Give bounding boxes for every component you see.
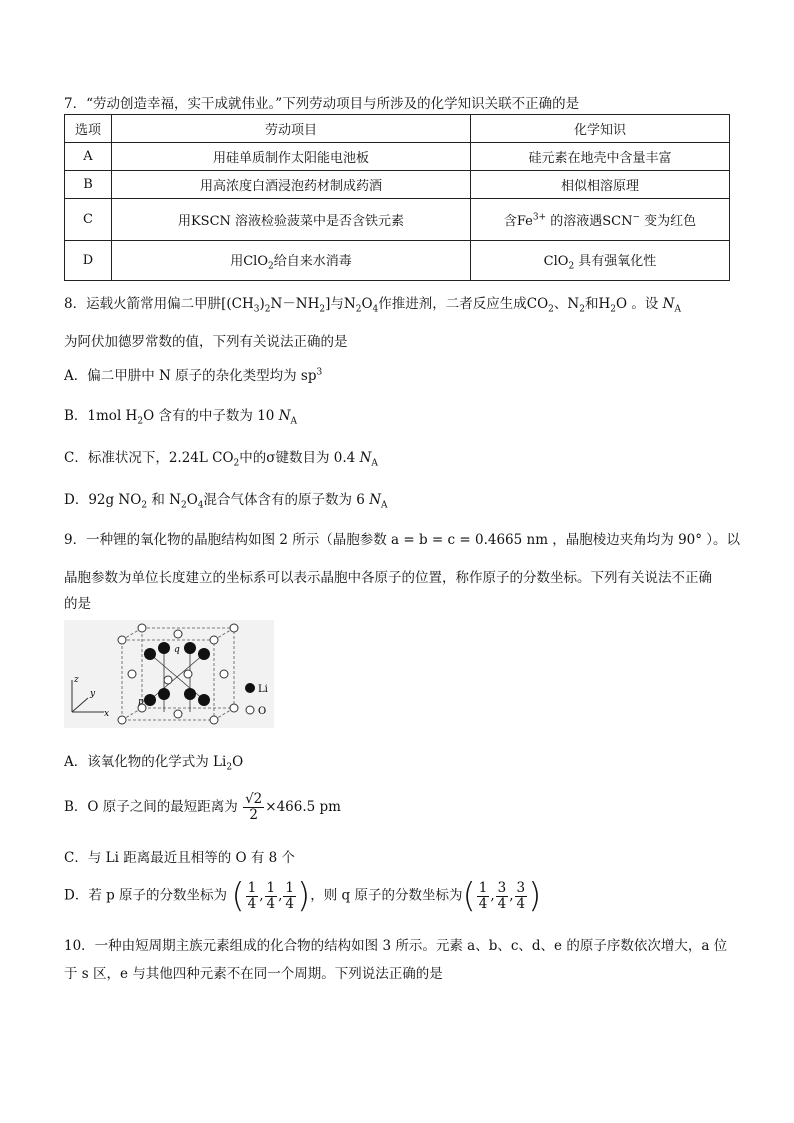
fraction-sqrt2-over-2: $\frac{√2}{2}$ (245, 791, 263, 823)
table-row (65, 199, 730, 241)
q10-stem-line1: 10．一种由短周期主族元素组成的化合物的结构如图 3 所示。元素 a、b、c、d、e 的原子序数依次增大，a 位 (64, 938, 728, 954)
crystal-cell-diagram (64, 620, 274, 728)
q8-option-d: D．92g $NO_2$ 和 $N_2O_4$混合气体含有的原子数为 6 $N_A$ (64, 492, 388, 511)
table-row (65, 171, 730, 199)
row-activity: 用ClO$_2$给自来水消毒 (112, 241, 471, 281)
legend-li-marker (245, 683, 255, 693)
crystal-structure-figure (64, 620, 274, 728)
row-activity: 用硅单质制作太阳能电池板 (112, 143, 471, 171)
q9-option-a: A．该氧化物的化学式为 $Li_2O$ (64, 754, 244, 773)
q8-option-a: A．偏二甲肼中 N 原子的杂化类型均为 $sp^3$ (64, 367, 323, 384)
legend-li-label: Li (258, 684, 268, 695)
row-knowledge: ClO$_2$ 具有强氧化性 (471, 241, 730, 281)
table-header-row (65, 115, 730, 143)
q8-stem-line2: 为阿伏加德罗常数的值，下列有关说法正确的是 (64, 334, 348, 350)
row-knowledge: 硅元素在地壳中含量丰富 (471, 143, 730, 171)
q9-option-b: B．O 原子之间的最短距离为 $\frac{√2}{2}$ ×466.5 pm (64, 791, 341, 823)
row-option: A (65, 143, 112, 171)
label-p: p (138, 697, 144, 707)
row-knowledge: 相似相溶原理 (471, 171, 730, 199)
row-option: C (65, 199, 112, 241)
q7-table (64, 114, 730, 281)
row-knowledge: 含$Fe^{3+}$ 的溶液遇SCN− 变为红色 (471, 199, 730, 241)
q9-stem-line1: 9．一种锂的氧化物的晶胞结构如图 2 所示（晶胞参数 a = b = c = 0.4665 nm ，晶胞棱边夹角均为 90° ）。以 (64, 532, 741, 548)
q8-stem: 8．运载火箭常用偏二甲肼$[(CH_3)_2N-NH_2]$与$N_2O_4$作推进剂，二者反应生成$CO_2$、$N_2$和$H_2O$ 。设 $N_A$ (64, 296, 681, 315)
table-row (65, 241, 730, 281)
row-activity: 用高浓度白酒浸泡药材制成药酒 (112, 171, 471, 199)
legend-o-marker (246, 706, 254, 714)
row-option: D (65, 241, 112, 281)
row-activity: 用KSCN 溶液检验菠菜中是否含铁元素 (112, 199, 471, 241)
q8-option-b: B．1mol $H_2O$ 含有的中子数为 10 $N_A$ (64, 408, 298, 427)
q9-stem-line3: 的是 (64, 596, 91, 612)
header-knowledge: 化学知识 (471, 115, 730, 143)
axis-x-label: x (104, 709, 110, 719)
q7-stem: 7．“劳动创造幸福，实干成就伟业。”下列劳动项目与所涉及的化学知识关联不正确的是 (64, 96, 580, 112)
row-option: B (65, 171, 112, 199)
axis-y-label: y (90, 689, 96, 699)
q9-option-c: C．与 Li 距离最近且相等的 O 有 8 个 (64, 850, 296, 866)
label-q: q (174, 645, 180, 655)
header-activity: 劳动项目 (112, 115, 471, 143)
q8-option-c: C．标准状况下，2.24L $CO_2$中的σ键数目为 0.4 $N_A$ (64, 450, 378, 469)
oxygen-atoms (118, 624, 238, 724)
q9-stem-line2: 晶胞参数为单位长度建立的坐标系可以表示晶胞中各原子的位置，称作原子的分数坐标。下列有关说法不正确 (64, 570, 712, 586)
header-option: 选项 (65, 115, 112, 143)
table-row (65, 143, 730, 171)
q9-option-d: D．若 p 原子的分数坐标为 ( $\frac{1}{4}$ , $\frac{1}{4}$ , $\frac{1}{4}$ )，则 q 原子的分数坐标为( $\frac{1}{4}$ , $\frac{3}{4}$ , $\frac{3}{4}$ ) (64, 876, 542, 916)
q10-stem-line2: 于 s 区，e 与其他四种元素不在同一个周期。下列说法正确的是 (64, 966, 443, 982)
legend-o-label: O (258, 706, 267, 717)
axis-z-label: z (74, 675, 79, 685)
